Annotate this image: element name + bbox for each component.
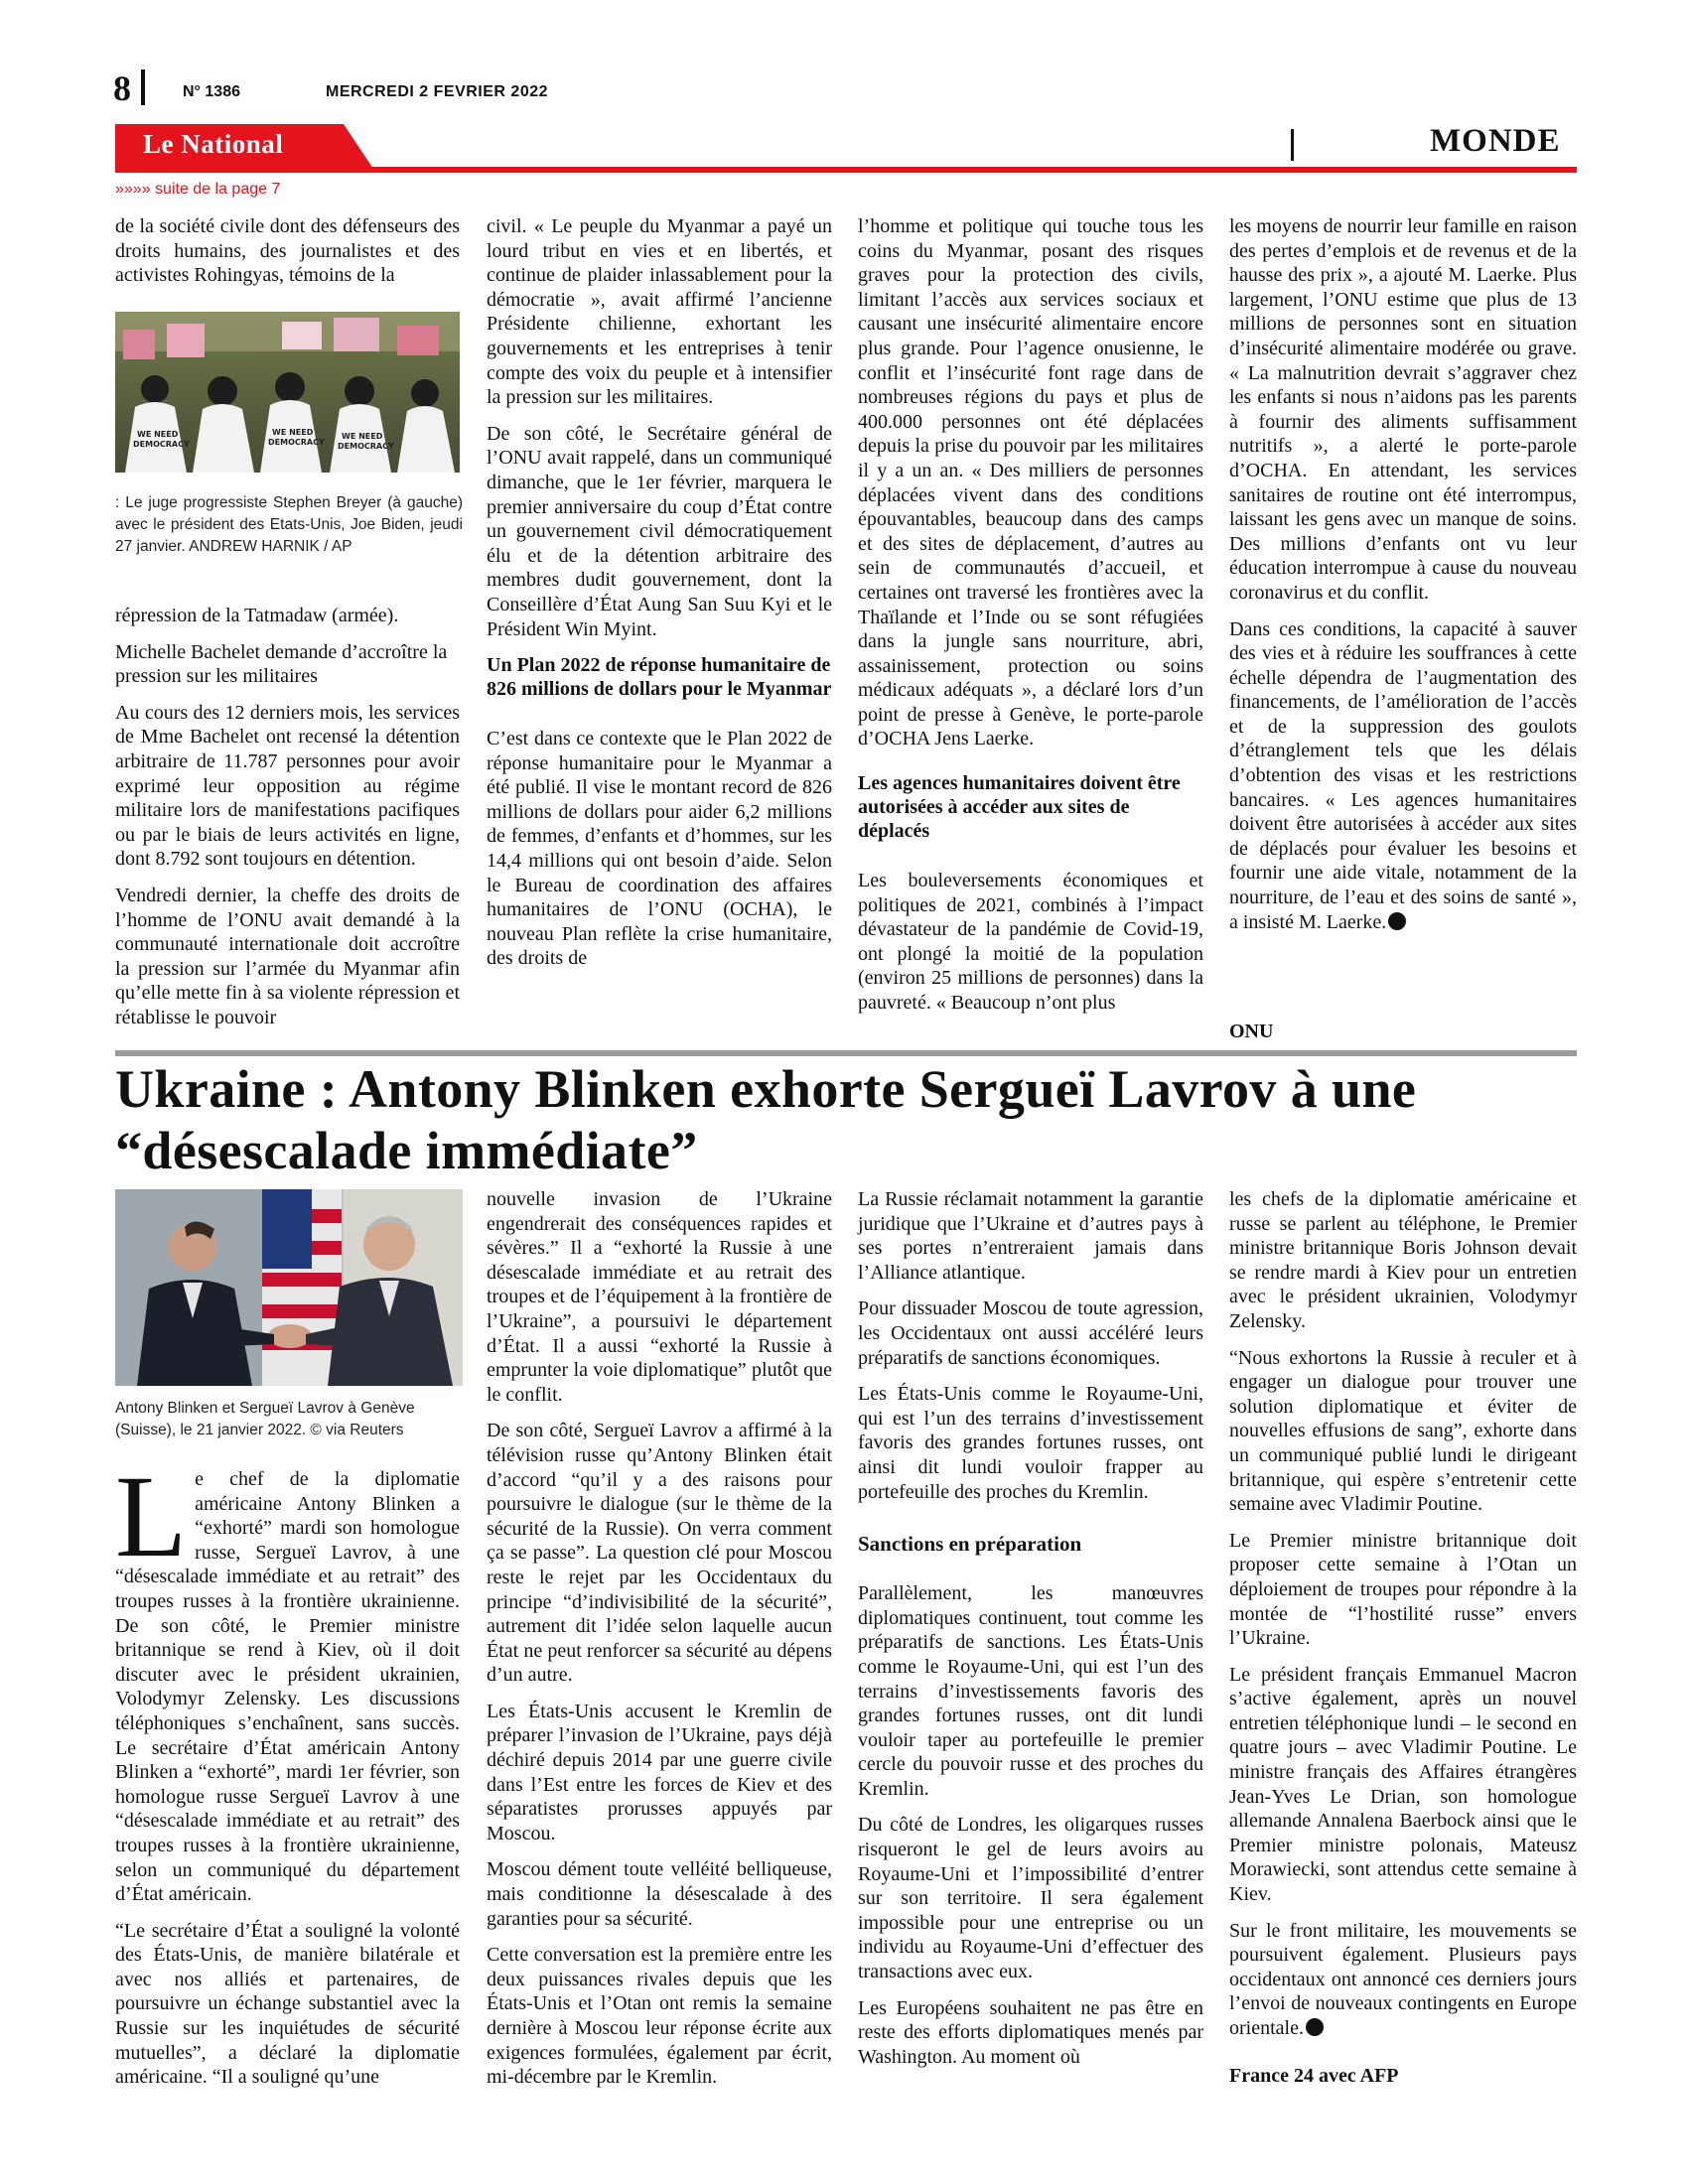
svg-text:WE NEED: WE NEED (272, 428, 314, 437)
top-column-3 (858, 214, 1203, 1027)
paragraph: De son côté, Sergueï Lavrov a affirmé à la télévision russe qu’Antony Blinken était d’accord “qu’il y a des raisons pour poursuivre le dialogue (sur le thème de la sécurité de la Russie). On verra comment ça se passe”. La question clé pour Moscou reste le rejet par les Occidentaux du principe “d’indivisibilité de la sécurité”, autrement dit l’idée selon laquelle aucun État ne peut renforcer sa sécurité au dépens d’un autre. (487, 1420, 832, 1687)
paragraph: Cette conversation est la première entre les deux puissances rivales depuis que les États-Unis et l’Otan ont remis la semaine dernière à Moscou leur réponse écrite aux exigences formulées, également par écrit, mi-décembre par le Kremlin. (487, 1944, 832, 2089)
top-column-1 (115, 214, 460, 300)
paragraph: Pour dissuader Moscou de toute agression, les Occidentaux ont aussi accéléré leurs préparatifs de sanctions économiques. (858, 1297, 1203, 1369)
top-column-1-continued (115, 604, 460, 1042)
paragraph: répression de la Tatmadaw (armée). (115, 605, 399, 626)
paragraph: C’est dans ce contexte que le Plan 2022 de réponse humanitaire pour le Myanmar a été publié. Il vise le montant record de 826 millions de dollars pour aider 6,2 millions de femmes, d’enfants et d’hommes, sur les 14,4 millions qui ont besoin d’aide. Selon le Bureau de coordination des affaires humanitaires de l’ONU (OCHA), le nouveau Plan reflète la crise humanitaire, des droits de (487, 728, 832, 970)
paragraph: Les Européens souhaitent ne pas être en reste des efforts diplomatiques menés par Washington. Au moment où (858, 1996, 1203, 2068)
article-credit: ONU (1229, 1021, 1274, 1042)
headline: Ukraine : Antony Blinken exhorte Sergueï Lavrov à une “désescalade immédiate” (115, 1059, 1417, 1180)
svg-text:WE NEED: WE NEED (342, 432, 383, 441)
bottom-column-4 (1229, 1187, 1577, 2053)
article-separator (115, 1050, 1577, 1056)
issue-number: N° 1386 (183, 83, 240, 100)
paragraph-text: Dans ces conditions, la capacité à sauver des vies et à réduire les souffrances à cette échelle dépendra de l’augmentation des financements, de l’amélioration de l’accès et de la suppression des goulots d’étranglement tels que les délais d’obtention des visas et les restrictions bancaires. « Les agences humanitaires doivent être autorisées à accéder aux sites de déplacés pour évaluer les besoins et fournir une aide vitale, notamment de la nourriture, de l’eau et des soins de santé », a insisté M. Laerke. (1229, 617, 1577, 933)
paragraph: les moyens de nourrir leur famille en raison des pertes d’emplois et de revenus et de la hausse des prix », a ajouté M. Laerke. Plus largement, l’ONU estime que plus de 13 millions de personnes sont en situation d’insécurité alimentaire modérée ou grave. « La malnutrition devrait s’aggraver chez les enfants si nous n’aidons pas les parents à fournir des aliments suffisamment nutritifs », a alerté le porte-parole d’OCHA. En attendant, les services sanitaires de routine ont été interrompus, laissant les gens avec un manque de soins. Des millions d’enfants ont vu leur éducation interrompue à cause du nouveau coronavirus et du conflit. (1229, 215, 1577, 604)
paragraph: “Nous exhortons la Russie à reculer et à engager un dialogue pour trouver une solution diplomatique et éviter de nouvelles effusions de sang”, exhorte dans un communiqué publié lundi le dirigeant britannique, qui espère s’entretenir cette semaine avec Vladimir Poutine. (1229, 1346, 1577, 1516)
paragraph: l’homme et politique qui touche tous les coins du Myanmar, posant des risques graves pour la protection des civils, limitant l’accès aux services sociaux et causant une insécurité alimentaire encore plus grande. Pour l’agence onusienne, le conflit et l’insécurité font rage dans de nombreuses régions du pays et plus de 400.000 personnes ont été déplacées depuis la prise du pouvoir par les militaires il y a un an. « Des milliers de personnes déplacées vivent dans des conditions épouvantables, beaucoup dans des camps et des sites de déplacement, d’autres au sein de communautés d’accueil, et certaines ont traversé les frontières avec la Thaïlande et l’Inde ou se sont réfugiées dans la jungle sans nourriture, abri, assainissement, protection ou soins médicaux adéquats », a déclaré lors d’un point de presse à Genève, le porte-parole d’OCHA Jens Laerke. (858, 215, 1203, 751)
paragraph (1229, 617, 1577, 935)
continued-from[interactable]: »»»» suite de la page 7 (115, 181, 281, 198)
article-credit: France 24 avec AFP (1229, 2065, 1399, 2087)
blinken-lavrov-photo-caption: Antony Blinken et Sergueï Lavrov à Genève (Suisse), le 21 janvier 2022. © via Reuters (115, 1400, 415, 1438)
paragraph: les chefs de la diplomatie américaine et russe se parlent au téléphone, le Premier ministre britannique Boris Johnson devait se rendre mardi à Kiev pour un entretien avec le président ukrainien, Volodymyr Zelensky. (1229, 1188, 1577, 1332)
subheading: Sanctions en préparation (858, 1532, 1082, 1557)
page-number: 8 (113, 68, 131, 108)
end-mark-icon (1388, 912, 1406, 930)
paragraph: Au cours des 12 derniers mois, les services de Mme Bachelet ont recensé la détention arbitraire de 11.787 personnes pour avoir exprimé leur opposition au régime militaire lors de manifestations pacifiques ou par le biais de leurs activités en ligne, dont 8.792 sont toujours en détention. (115, 701, 460, 871)
brand-name: Le National (143, 129, 284, 159)
drop-cap: L (115, 1451, 188, 1581)
paragraph: Le Premier ministre britannique doit proposer cette semaine à l’Otan un déploiement de troupes pour répondre à la montée de “l’hostilité russe” envers l’Ukraine. (1229, 1529, 1577, 1650)
subheading: Michelle Bachelet demande d’accroître la pression sur les militaires (115, 640, 448, 688)
top-column-4 (1229, 214, 1577, 946)
protest-photo (115, 312, 460, 473)
paragraph: Le président français Emmanuel Macron s’active également, après un nouvel entretien téléphonique lundi – le second en quatre jours – avec Vladimir Poutine. Le ministre français des Affaires étrangères Jean-Yves Le Drian, son homologue allemande Annalena Baerbock ainsi que le Premier ministre polonais, Mateusz Morawiecki, sont attendus cette semaine à Kiev. (1229, 1663, 1577, 1906)
section-divider (1291, 129, 1294, 161)
issue-date: MERCREDI 2 FEVRIER 2022 (326, 83, 549, 100)
paragraph: civil. « Le peuple du Myanmar a payé un lourd tribut en vies et en libertés, et continue de plaider inlassablement pour la démocratie », avait affirmé l’ancienne Présidente chilienne, exhortant les gouvernements et les entreprises à tenir compte des voix du peuple et à intensifier la pression sur les militaires. (487, 215, 832, 409)
section-name: MONDE (1430, 123, 1561, 159)
blinken-lavrov-photo (115, 1189, 463, 1386)
paragraph: Les États-Unis comme le Royaume-Uni, qui est l’un des terrains d’investissement favoris des grandes fortunes russes, ont ainsi dit lundi vouloir frapper au portefeuille des proches du Kremlin. (858, 1383, 1203, 1503)
paragraph (1229, 1919, 1577, 2041)
top-column-2 (487, 214, 832, 983)
paragraph-text: Sur le front militaire, les mouvements se poursuivent également. Plusieurs pays occidentaux ont annoncé ces derniers jours l’envoi de nouveaux contingents en Europe orientale. (1229, 1919, 1577, 2039)
svg-text:DEMOCRACY: DEMOCRACY (268, 438, 325, 447)
paragraph: Les bouleversements économiques et politiques de 2021, combinés à l’impact dévastateur de la pandémie de Covid-19, ont plongé la moitié de la population (environ 25 millions de personnes) dans la pauvreté. « Beaucoup n’ont plus (858, 870, 1203, 1015)
paragraph: Du côté de Londres, les oligarques russes risqueront le gel de leurs avoirs au Royaume-Uni et l’impossibilité d’entrer sur son territoire. Il sera également impossible pour une entreprise ou un individu au Royaume-Uni d’effectuer des transactions avec eux. (858, 1814, 1203, 1983)
end-mark-icon (1306, 2018, 1324, 2036)
paragraph: nouvelle invasion de l’Ukraine engendrerait des conséquences rapides et sévères.” Il a “exhorté la Russie à une désescalade immédiate et au retrait des troupes et de l’équipement à la frontière de l’Ukraine”, a poursuivi le département d’État. Il a aussi “exhorté la Russie à emprunter la voie diplomatique” plutôt que le conflit. (487, 1188, 832, 1406)
paragraph (115, 1451, 460, 1907)
bottom-column-3 (858, 1187, 1203, 2081)
paragraph: Les États-Unis accusent le Kremlin de préparer l’invasion de l’Ukraine, pays déjà déchiré depuis 2014 par une guerre civile dans l’Est entre les forces de Kiev et des séparatistes prorusses appuyés par Moscou. (487, 1700, 832, 1844)
paragraph: De son côté, le Secrétaire général de l’ONU avait rappelé, dans un communiqué dimanche, que le 1er février, marquera le premier anniversaire du coup d’État contre un gouvernement civil démocratiquement élu et de la détention arbitraire des membres dudit gouvernement, dont la Conseillère d’État Aung San Suu Kyi et le Président Win Myint. (487, 422, 832, 640)
paragraph: La Russie réclamait notamment la garantie juridique que l’Ukraine et d’autres pays à ses portes n’entreraient jamais dans l’Alliance atlantique. (858, 1188, 1203, 1284)
header-rule (115, 167, 1577, 173)
svg-text:DEMOCRACY: DEMOCRACY (133, 440, 190, 449)
bottom-column-2 (487, 1187, 832, 2102)
paragraph: Parallèlement, les manœuvres diplomatiques continuent, tout comme les préparatifs de sanctions. Les États-Unis comme le Royaume-Uni, qui est l’un des terrains d’investissements favoris des grandes fortunes russes, ont dit lundi vouloir taper au portefeuille le premier cercle du pouvoir russe et des proches du Kremlin. (858, 1582, 1203, 1800)
paragraph: de la société civile dont des défenseurs des droits humains, des journalistes et des activistes Rohingyas, témoins de la (115, 215, 460, 287)
protest-photo-caption: : Le juge progressiste Stephen Breyer (à gauche) avec le président des Etats-Unis, Joe Biden, jeudi 27 janvier. ANDREW HARNIK / AP (115, 494, 463, 555)
page-number-divider (141, 69, 145, 105)
subheading: Les agences humanitaires doivent être autorisées à accéder aux sites de déplacés (858, 772, 1181, 843)
paragraph-text: e chef de la diplomatie américaine Antony Blinken a “exhorté” mardi son homologue russe, Sergueï Lavrov, à une “désescalade immédiate et au retrait” des troupes russes à la frontière ukrainienne. De son côté, le Premier ministre britannique se rend à Kiev, où il doit discuter avec le président ukrainien, Volodymyr Zelensky. Les discussions téléphoniques s’enchaînent, sans succès. Le secrétaire d’État américain Antony Blinken a “exhorté”, mardi 1er février, son homologue russe Sergueï Lavrov à une “désescalade immédiate et au retrait” des troupes russes à la frontière ukrainienne, selon un communiqué du département d’État américain. (115, 1468, 460, 1906)
svg-text:DEMOCRACY: DEMOCRACY (338, 442, 394, 451)
paragraph: “Le secrétaire d’État a souligné la volonté des États-Unis, de manière bilatérale et avec nos alliés et partenaires, de poursuivre un échange substantiel avec la Russie sur les inquiétudes de sécurité mutuelles”, a déclaré la diplomatie américaine. “Il a souligné qu’une (115, 1919, 460, 2089)
subheading: Un Plan 2022 de réponse humanitaire de 826 millions de dollars pour le Myanmar (487, 654, 832, 701)
paragraph: Moscou dément toute velléité belliqueuse, mais conditionne la désescalade à des garanties pour sa sécurité. (487, 1858, 832, 1930)
bottom-column-1 (115, 1451, 460, 2102)
paragraph: Vendredi dernier, la cheffe des droits de l’homme de l’ONU avait demandé à la communauté internationale doit accroître la pression sur l’armée du Myanmar afin qu’elle mette fin à sa violente répression et rétablisse le pouvoir (115, 884, 460, 1028)
svg-text:WE NEED: WE NEED (137, 430, 179, 439)
